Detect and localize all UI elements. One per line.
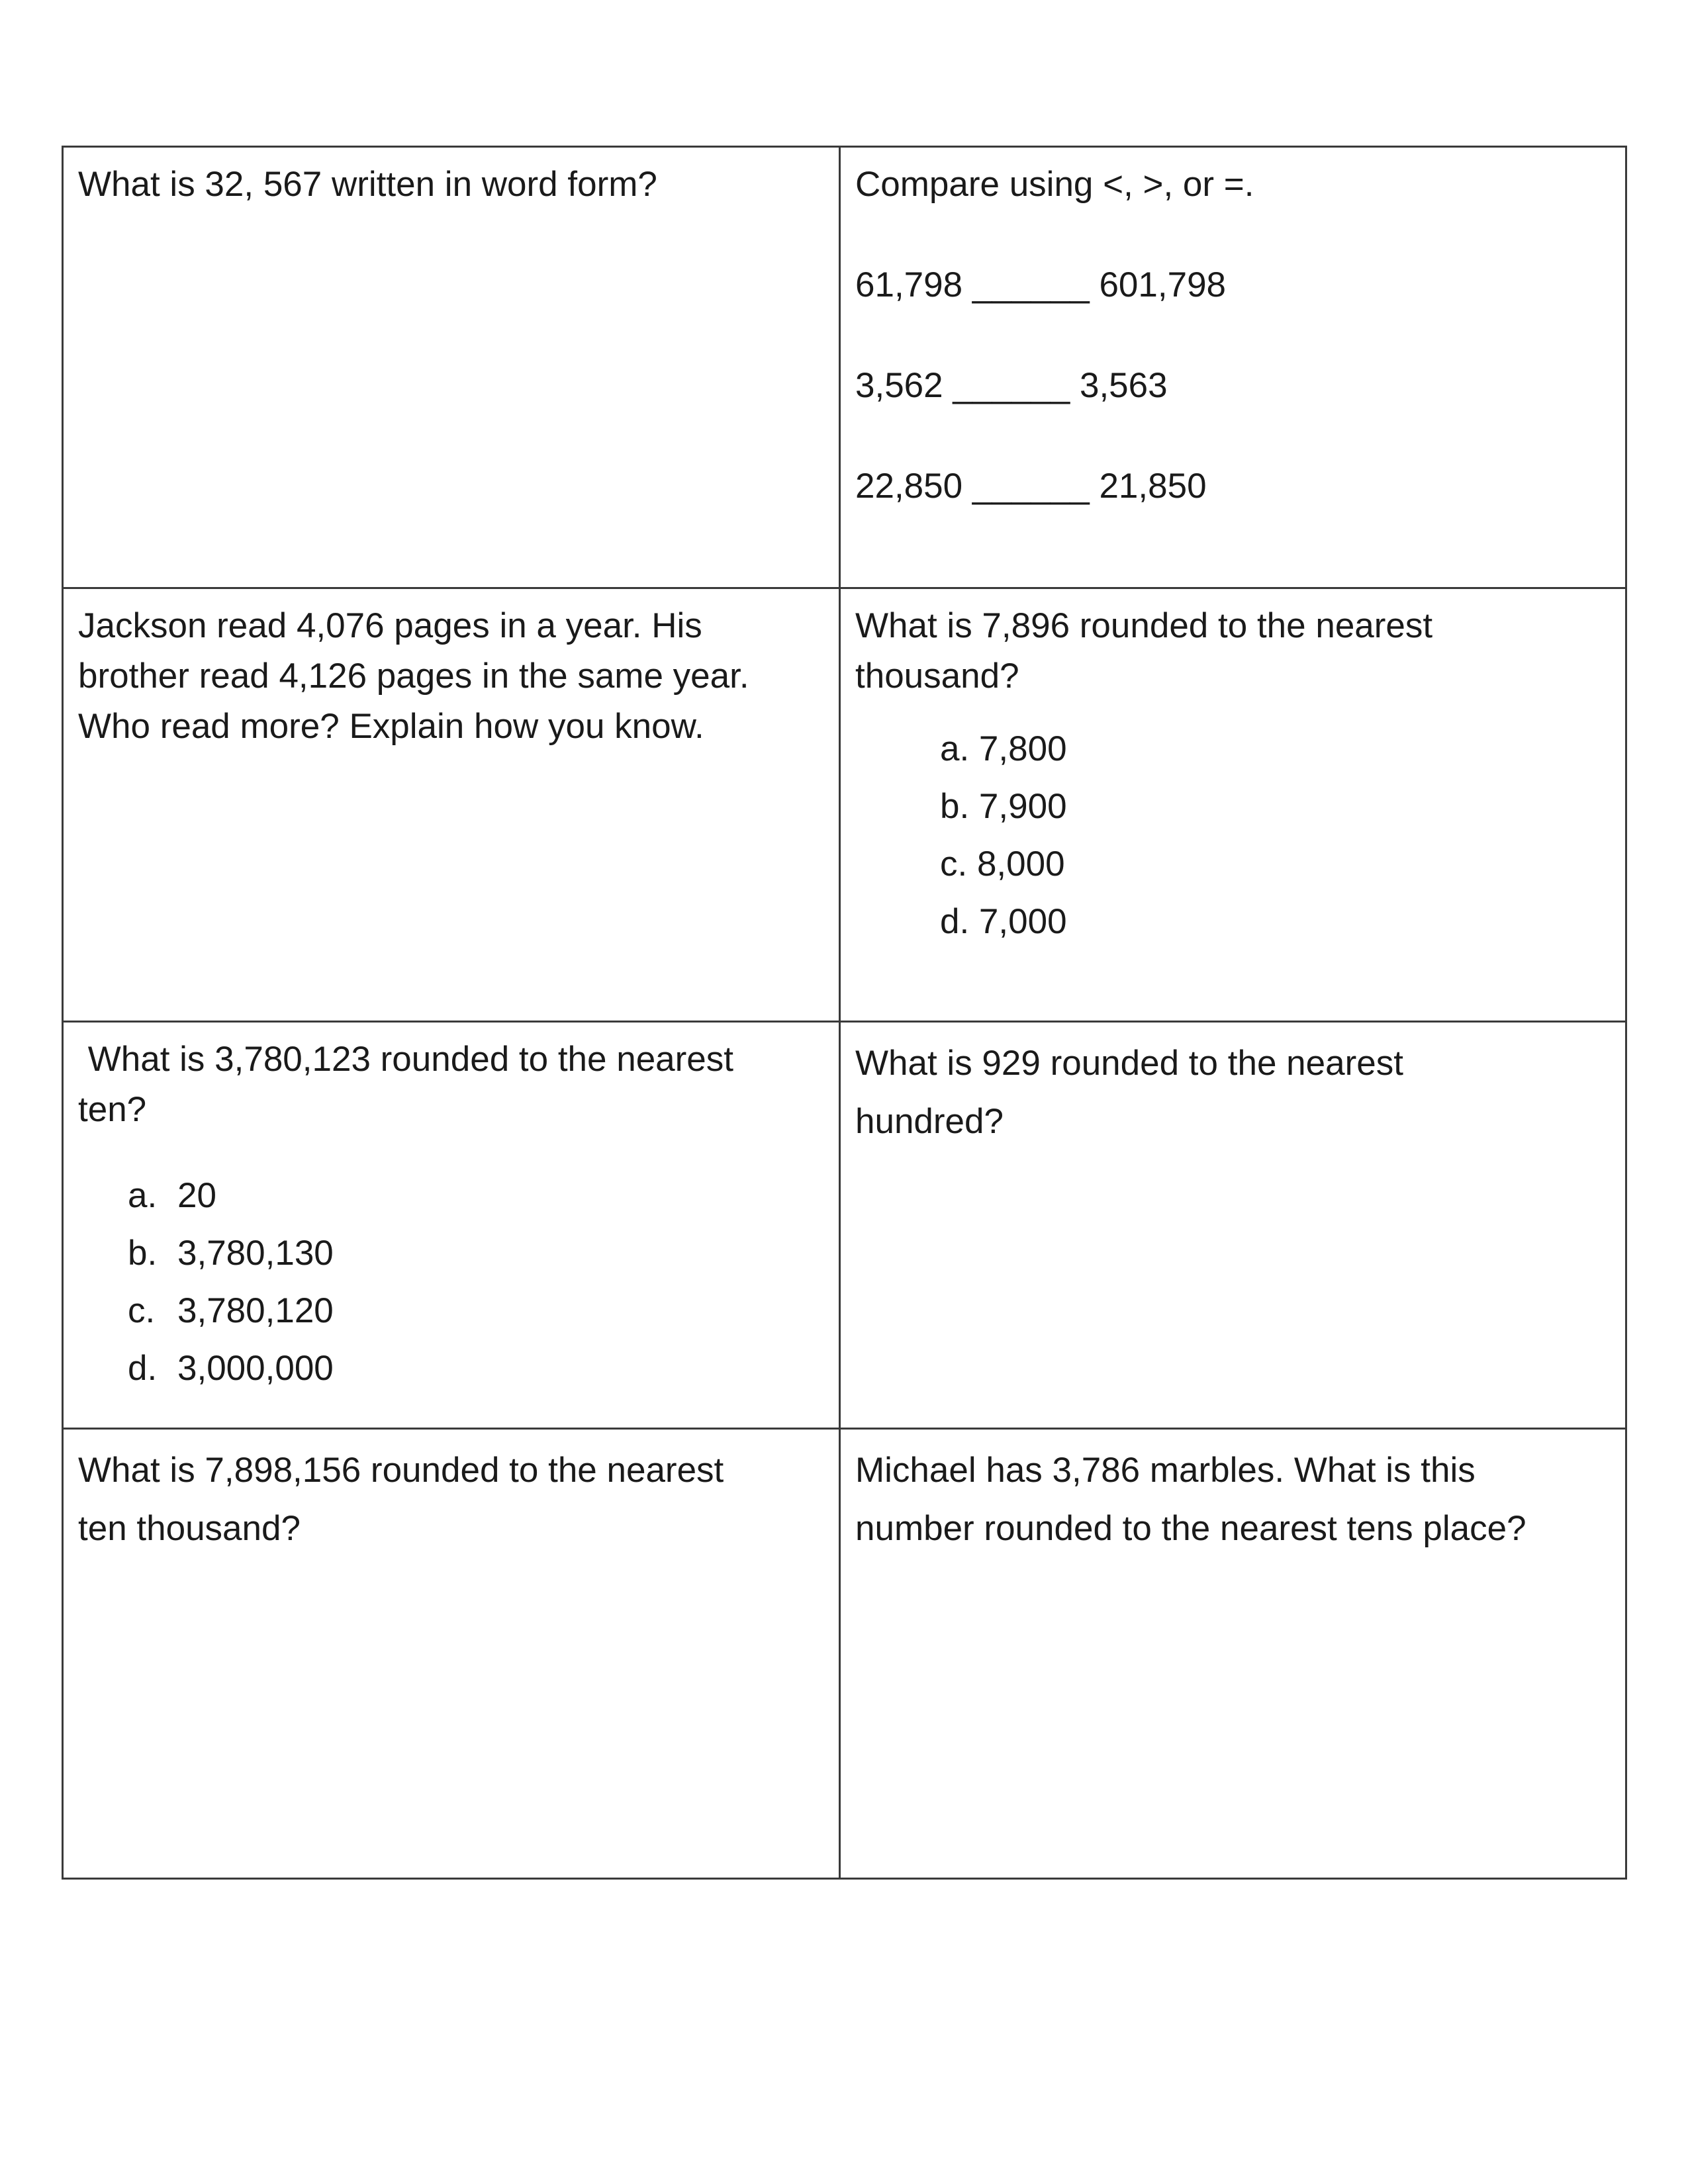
question-cell-pages	[64, 589, 839, 1021]
answer-choice[interactable]: d. 7,000	[940, 902, 1067, 941]
worksheet-table	[62, 146, 1627, 1880]
question-line: thousand?	[855, 657, 1019, 696]
question-line: What is 7,896 rounded to the nearest	[855, 606, 1433, 645]
question-cell-word-form	[64, 148, 839, 587]
question-line: Jackson read 4,076 pages in a year. His	[78, 606, 702, 645]
question-line: What is 7,898,156 rounded to the nearest	[78, 1451, 724, 1490]
question-line: ten?	[78, 1090, 147, 1129]
answer-choices	[78, 1167, 824, 1397]
question-cell-nearest-ten	[64, 1023, 839, 1428]
comparison-row	[855, 361, 1611, 411]
comparison-row	[855, 260, 1611, 310]
answer-choice[interactable]	[128, 1167, 824, 1224]
answer-choice[interactable]: b. 7,900	[940, 787, 1067, 826]
comparison-row	[855, 461, 1611, 512]
question-line: Michael has 3,786 marbles. What is this	[855, 1451, 1476, 1490]
question-line: hundred?	[855, 1102, 1004, 1141]
question-line: ten thousand?	[78, 1509, 301, 1548]
answer-choice[interactable]	[128, 1282, 824, 1340]
choice-value: 3,000,000	[177, 1349, 334, 1388]
answer-choice[interactable]	[128, 1340, 824, 1397]
question-line: brother read 4,126 pages in the same year.	[78, 657, 749, 696]
question-cell-marbles	[841, 1430, 1625, 1878]
answer-blank[interactable]: ______	[953, 366, 1070, 405]
question-line: Who read more? Explain how you know.	[78, 707, 704, 746]
answer-choice[interactable]: c. 8,000	[940, 844, 1065, 884]
question-cell-nearest-hundred	[841, 1023, 1625, 1428]
comparison-right-value: 3,563	[1079, 366, 1168, 405]
question-text: Compare using <, >, or =.	[855, 165, 1254, 204]
comparison-left-value: 61,798	[855, 265, 963, 304]
question-cell-compare	[841, 148, 1625, 587]
choice-letter: a.	[128, 1176, 158, 1215]
question-cell-nearest-ten-thousand	[64, 1430, 839, 1878]
comparison-right-value: 21,850	[1099, 467, 1207, 506]
answer-blank[interactable]: ______	[972, 265, 1090, 304]
choice-value: 3,780,130	[177, 1234, 334, 1273]
answer-choice[interactable]	[128, 1224, 824, 1282]
choice-letter: c.	[128, 1291, 156, 1330]
question-line: What is 929 rounded to the nearest	[855, 1044, 1403, 1083]
choice-value: 20	[177, 1176, 216, 1215]
question-line: number rounded to the nearest tens place?	[855, 1509, 1526, 1548]
comparison-left-value: 3,562	[855, 366, 943, 405]
choice-value: 3,780,120	[177, 1291, 334, 1330]
comparison-right-value: 601,798	[1099, 265, 1227, 304]
answer-choices	[855, 720, 1611, 950]
choice-letter: b.	[128, 1234, 158, 1273]
question-line: What is 3,780,123 rounded to the nearest	[78, 1040, 733, 1079]
choice-letter: d.	[128, 1349, 158, 1388]
answer-blank[interactable]: ______	[972, 467, 1090, 506]
question-cell-nearest-thousand	[841, 589, 1625, 1021]
answer-choice[interactable]: a. 7,800	[940, 729, 1067, 768]
comparison-left-value: 22,850	[855, 467, 963, 506]
question-text: What is 32, 567 written in word form?	[78, 165, 657, 204]
